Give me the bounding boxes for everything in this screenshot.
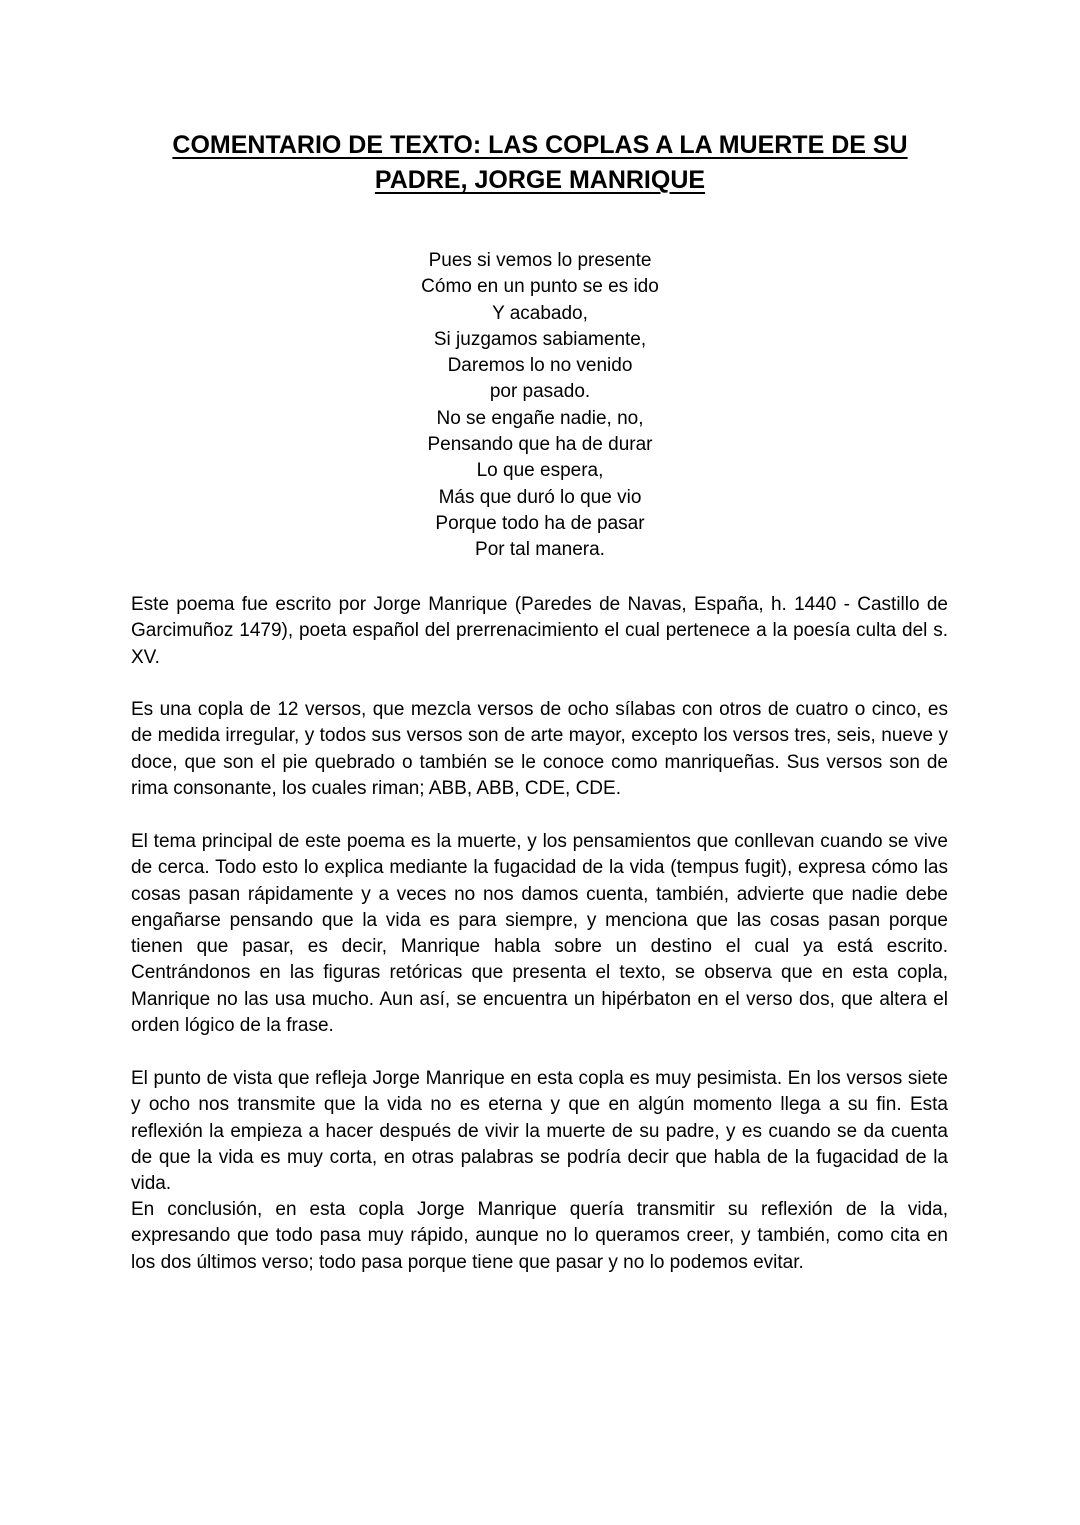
poem-verse: Más que duró lo que vio [438, 486, 642, 508]
poem-verse: Cómo en un punto se es ido [421, 276, 659, 298]
poem-verse: Pensando que ha de durar [427, 434, 653, 456]
paragraph-viewpoint: El punto de vista que refleja Jorge Manrique en esta copla es muy pesimista. En los versos siete y ocho nos transmite que la vida no es eterna y que en algún momento llega a su fin. Esta reflexión la empieza a hacer después de vivir la muerte de su padre, y es cuando se da cuenta de que la vida es muy corta, en otras palabras se podría decir que habla de la fugacidad de la vida. [131, 1068, 948, 1195]
poem-verse: Por tal manera. [475, 539, 605, 561]
poem-verse: Porque todo ha de pasar [435, 512, 645, 534]
poem-verse: por pasado. [489, 381, 591, 403]
paragraph-theme: El tema principal de este poema es la muerte, y los pensamientos que conllevan cuando se vive de cerca. Todo esto lo explica mediante la fugacidad de la vida (tempus fugit), expresa cómo las cosas pasan rápidamente y a veces no nos damos cuenta, también, advierte que nadie debe engañarse pensando que la vida es para siempre, y menciona que las cosas pasan porque tienen que pasar, es decir, Manrique habla sobre un destino el cual ya está escrito. Centrándonos en las figuras retóricas que presenta el texto, se observa que en esta copla, Manrique no las usa mucho. Aun así, se encuentra un hipérbaton en el verso dos, que altera el orden lógico de la frase. [131, 831, 948, 1037]
paragraph-author: Este poema fue escrito por Jorge Manrique (Paredes de Navas, España, h. 1440 - Castillo de Garcimuñoz 1479), poeta español del prerrenacimiento el cual pertenece a la poesía culta del s. XV. [131, 594, 948, 668]
poem-verse: Lo que espera, [476, 460, 604, 482]
poem-verse: Y acabado, [492, 302, 588, 324]
poem-verse: Pues si vemos lo presente [428, 250, 652, 271]
paragraph-metrics: Es una copla de 12 versos, que mezcla versos de ocho sílabas con otros de cuatro o cinco, es de medida irregular, y todos sus versos son de arte mayor, excepto los versos tres, seis, nueve y doce, que son el pie quebrado o también se le conoce como manriqueñas. Sus versos son de rima consonante, los cuales riman; ABB, ABB, CDE, CDE. [131, 699, 948, 799]
poem-stanza [340, 248, 740, 564]
poem-verse: Daremos lo no venido [447, 355, 633, 377]
paragraph-conclusion: En conclusión, en esta copla Jorge Manrique quería transmitir su reflexión de la vida, expresando que todo pasa muy rápido, aunque no lo queramos creer, y también, como cita en los dos últimos verso; todo pasa porque tiene que pasar y no lo podemos evitar. [131, 1199, 948, 1273]
poem-verse: No se engañe nadie, no, [436, 407, 644, 429]
poem-verse: Si juzgamos sabiamente, [433, 328, 647, 350]
document-title: COMENTARIO DE TEXTO: LAS COPLAS A LA MUERTE DE SU PADRE, JORGE MANRIQUE [172, 131, 908, 194]
